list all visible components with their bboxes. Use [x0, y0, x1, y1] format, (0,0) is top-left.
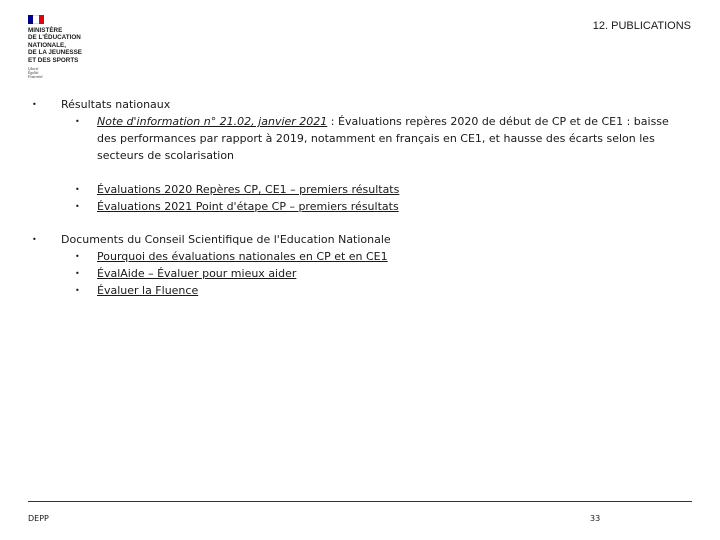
note-information-link[interactable]: Note d'information n° 21.02, janvier 2021	[97, 115, 328, 128]
bullet: •	[75, 202, 80, 211]
bullet: •	[75, 185, 80, 194]
list-item	[97, 283, 198, 300]
list-item	[97, 199, 399, 216]
list-item	[97, 266, 296, 283]
bullet: •	[32, 235, 37, 244]
item-text: des performances par rapport à 2019, notamment en français en CE1, et hausse des écarts selon les	[97, 132, 655, 145]
pourquoi-evaluations-link[interactable]: Pourquoi des évaluations nationales en CP et en CE1	[97, 250, 388, 263]
bullet: •	[32, 100, 37, 109]
ministry-logo	[28, 15, 108, 80]
logo-line: DE LA JEUNESSE	[28, 49, 83, 57]
page-title: 12. PUBLICATIONS	[592, 20, 691, 32]
logo-line: DE L'ÉDUCATION	[28, 34, 81, 42]
evaluations-2021-link[interactable]: Évaluations 2021 Point d'étape CP – premiers résultats	[97, 200, 399, 213]
evalaide-link[interactable]: ÉvalAide – Évaluer pour mieux aider	[97, 267, 297, 280]
item-text: secteurs de scolarisation	[97, 149, 235, 162]
motto-line: Égalité	[28, 71, 39, 76]
section-title-results: Résultats nationaux	[61, 98, 171, 111]
evaluations-2020-link[interactable]: Évaluations 2020 Repères CP, CE1 – premiers résultats	[97, 183, 400, 196]
list-item	[97, 182, 399, 199]
motto-line: Fraternité	[28, 75, 43, 80]
flag-red	[39, 15, 44, 24]
bullet: •	[75, 252, 80, 261]
bullet: •	[75, 269, 80, 278]
page-number: 33	[590, 514, 601, 523]
list-item	[97, 249, 388, 266]
logo-line: ET DES SPORTS	[28, 56, 79, 64]
logo-line: MINISTÈRE	[28, 27, 63, 34]
bullet: •	[75, 117, 80, 126]
logo-line: NATIONALE,	[28, 41, 67, 49]
footer-label: DEPP	[28, 514, 49, 523]
evaluer-fluence-link[interactable]: Évaluer la Fluence	[97, 284, 199, 297]
list-item	[97, 114, 669, 131]
section-title-documents: Documents du Conseil Scientifique de l'Education Nationale	[61, 233, 391, 246]
item-text: : Évaluations repères 2020 de début de CP et de CE1 : baisse	[327, 115, 669, 128]
motto-line: Liberté	[28, 67, 39, 72]
footer-divider	[28, 501, 692, 502]
french-flag-icon	[28, 15, 44, 24]
bullet: •	[75, 286, 80, 295]
logo-motto	[28, 67, 108, 80]
